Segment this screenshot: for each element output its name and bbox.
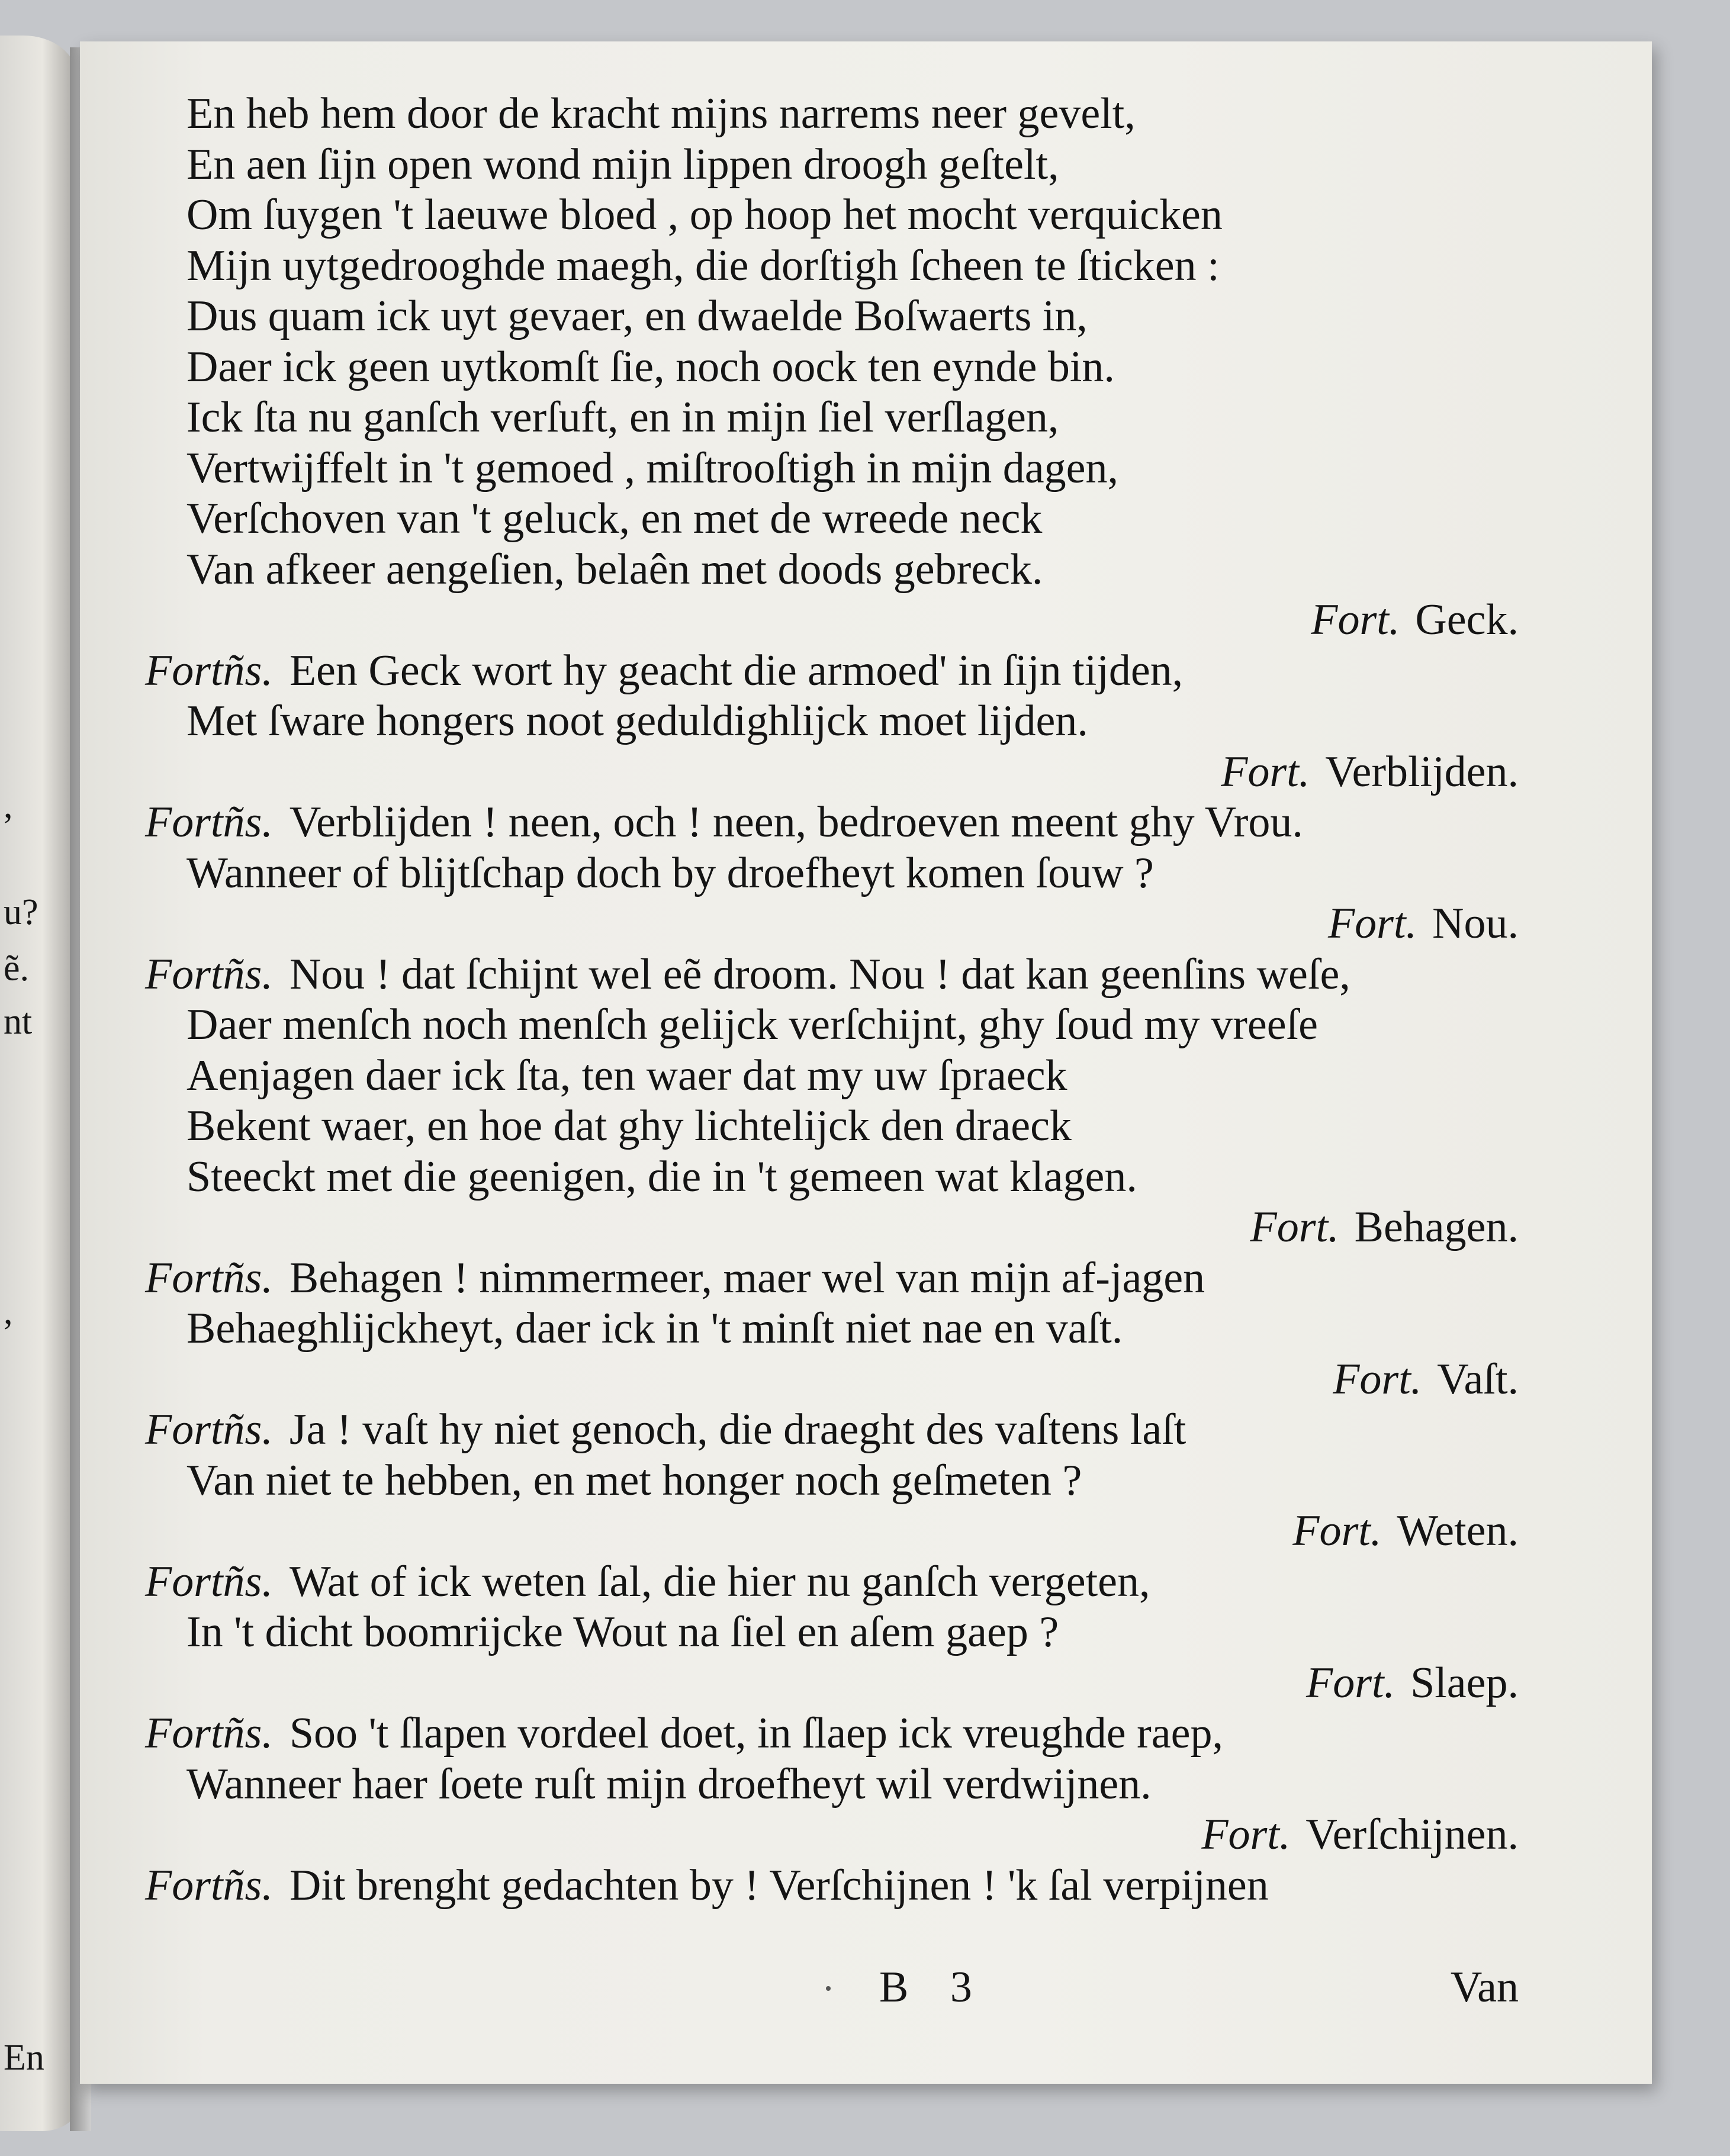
line-text: Steeckt met die geenigen, die in 't gemeen wat klagen. xyxy=(186,1152,1137,1201)
line-text: Behagen ! nimmermeer, maer wel van mijn af-jagen xyxy=(289,1253,1205,1302)
line-text: Verblijden. xyxy=(1325,747,1519,796)
speaker-label: Fortñs. xyxy=(145,1405,273,1454)
line-text: Daer ick geen uytkomſt ſie, noch oock ten eynde bin. xyxy=(186,342,1115,391)
speaker-label: Fort. xyxy=(1327,899,1417,948)
speaker-label: Fort. xyxy=(1201,1810,1291,1859)
line-text: Met ſware hongers noot geduldighlijck moet lijden. xyxy=(186,697,1088,745)
line-text: Behagen. xyxy=(1354,1203,1519,1251)
speech-line xyxy=(145,1405,1554,1456)
verse-line xyxy=(145,1759,1554,1810)
catchword: Van xyxy=(1450,1963,1519,2012)
line-text: Dit brenght gedachten by ! Verſchijnen ! 'k ſal verpijnen xyxy=(289,1861,1269,1910)
line-text: Een Geck wort hy geacht die armoed' in ſijn tijden, xyxy=(289,646,1184,695)
verse-line xyxy=(145,696,1554,747)
line-text: Soo 't ſlapen vordeel doet, in ſlaep ick vreughde raep, xyxy=(289,1709,1223,1758)
speaker-label: Fort. xyxy=(1250,1203,1339,1251)
speaker-label: Fortñs. xyxy=(145,646,273,695)
line-text: Daer menſch noch menſch gelijck verſchijnt, ghy ſoud my vreeſe xyxy=(186,1000,1319,1049)
left-margin-fragment: En xyxy=(4,2038,44,2078)
speaker-label: Fort. xyxy=(1306,1658,1395,1707)
left-margin-fragment: ẽ. xyxy=(4,948,30,989)
speaker-label: Fort. xyxy=(1292,1507,1382,1555)
line-text: En heb hem door de kracht mijns narrems neer gevelt, xyxy=(186,89,1136,138)
line-text: Wat of ick weten ſal, die hier nu ganſch vergeten, xyxy=(289,1557,1150,1606)
line-text: In 't dicht boomrijcke Wout na ſiel en aſem gaep ? xyxy=(186,1608,1059,1656)
line-text: Van afkeer aengeſien, belaên met doods gebreck. xyxy=(186,545,1043,594)
line-text: Wanneer of blijtſchap doch by droefheyt komen ſouw ? xyxy=(186,848,1154,897)
verse-line xyxy=(145,190,1554,241)
verse-line xyxy=(145,342,1554,393)
verse-line xyxy=(145,291,1554,342)
line-text: Mijn uytgedrooghde maegh, die dorſtigh ſcheen te ſticken : xyxy=(186,241,1220,290)
verse-line xyxy=(145,494,1554,545)
line-text: En aen ſijn open wond mijn lippen droogh geſtelt, xyxy=(186,140,1059,189)
ink-mark xyxy=(826,1986,831,1991)
line-text: Verſchijnen. xyxy=(1305,1810,1519,1859)
line-text: Ick ſta nu ganſch verſuft, en in mijn ſiel verſlagen, xyxy=(186,393,1059,442)
verse-line xyxy=(145,1051,1554,1102)
speaker-label: Fort. xyxy=(1333,1354,1422,1404)
verse-line xyxy=(145,1304,1554,1354)
line-text: Nou. xyxy=(1432,899,1519,948)
stage-cue-line xyxy=(145,595,1554,646)
line-text: Bekent waer, en hoe dat ghy lichtelijck den draeck xyxy=(186,1102,1072,1150)
line-text: Slaep. xyxy=(1410,1658,1519,1707)
stage-cue-line xyxy=(145,1202,1554,1253)
speaker-label: Fort. xyxy=(1311,596,1400,644)
verse-line xyxy=(145,392,1554,443)
line-text: Nou ! dat ſchijnt wel eẽ droom. Nou ! dat kan geenſins weſe, xyxy=(289,950,1350,999)
stage-cue-line xyxy=(145,1354,1554,1405)
stage-cue-line xyxy=(145,747,1554,798)
left-margin-fragment: , xyxy=(4,1292,13,1332)
stage-cue-line xyxy=(145,1810,1554,1861)
line-text: Wanneer haer ſoete ruſt mijn droefheyt wil verdwijnen. xyxy=(186,1759,1152,1809)
verse-line xyxy=(145,848,1554,899)
page-text xyxy=(145,89,1554,1911)
line-text: Vaſt. xyxy=(1437,1354,1519,1404)
verse-line xyxy=(145,241,1554,292)
book-page xyxy=(80,41,1652,2084)
speaker-label: Fortñs. xyxy=(145,1709,273,1758)
speaker-label: Fortñs. xyxy=(145,1253,273,1302)
speaker-label: Fort. xyxy=(1221,747,1310,796)
verse-line xyxy=(145,1152,1554,1203)
speaker-label: Fortñs. xyxy=(145,1861,273,1910)
stage-cue-line xyxy=(145,1506,1554,1557)
left-margin-fragment: u? xyxy=(4,892,38,932)
speech-line xyxy=(145,1557,1554,1608)
verse-line xyxy=(145,545,1554,596)
verse-line xyxy=(145,1101,1554,1152)
line-text: Behaeghlijckheyt, daer ick in 't minſt niet nae en vaſt. xyxy=(186,1304,1123,1353)
verse-line xyxy=(145,140,1554,191)
page-footer xyxy=(145,1962,1554,2016)
line-text: Geck. xyxy=(1415,596,1519,644)
line-text: Aenjagen daer ick ſta, ten waer dat my uw ſpraeck xyxy=(186,1051,1067,1100)
line-text: Verblijden ! neen, och ! neen, bedroeven meent ghy Vrou. xyxy=(289,798,1303,847)
left-margin-fragment: , xyxy=(4,786,13,826)
verse-line xyxy=(145,89,1554,140)
line-text: Van niet te hebben, en met honger noch geſmeten ? xyxy=(186,1456,1082,1505)
stage-cue-line xyxy=(145,1658,1554,1709)
line-text: Weten. xyxy=(1397,1507,1519,1555)
line-text: Vertwijffelt in 't gemoed , miſtrooſtigh in mijn dagen, xyxy=(186,443,1118,493)
verse-line xyxy=(145,1000,1554,1051)
speech-line xyxy=(145,797,1554,848)
line-text: Verſchoven van 't geluck, en met de wreede neck xyxy=(186,494,1043,543)
speech-line xyxy=(145,1253,1554,1304)
verse-line xyxy=(145,1456,1554,1507)
speaker-label: Fortñs. xyxy=(145,798,273,847)
verse-line xyxy=(145,1607,1554,1658)
speaker-label: Fortñs. xyxy=(145,1557,273,1606)
verse-line xyxy=(145,443,1554,494)
speech-line xyxy=(145,950,1554,1000)
speech-line xyxy=(145,1861,1554,1912)
speech-line xyxy=(145,1708,1554,1759)
line-text: Om ſuygen 't laeuwe bloed , op hoop het mocht verquicken xyxy=(186,191,1223,239)
left-page-edge xyxy=(0,36,77,2131)
line-text: Ja ! vaſt hy niet genoch, die draeght des vaſtens laſt xyxy=(289,1405,1186,1454)
speech-line xyxy=(145,646,1554,697)
signature-mark: B 3 xyxy=(879,1963,988,2012)
speaker-label: Fortñs. xyxy=(145,950,273,999)
stage-cue-line xyxy=(145,899,1554,950)
left-margin-fragment: nt xyxy=(4,1002,33,1042)
line-text: Dus quam ick uyt gevaer, en dwaelde Boſwaerts in, xyxy=(186,292,1088,340)
